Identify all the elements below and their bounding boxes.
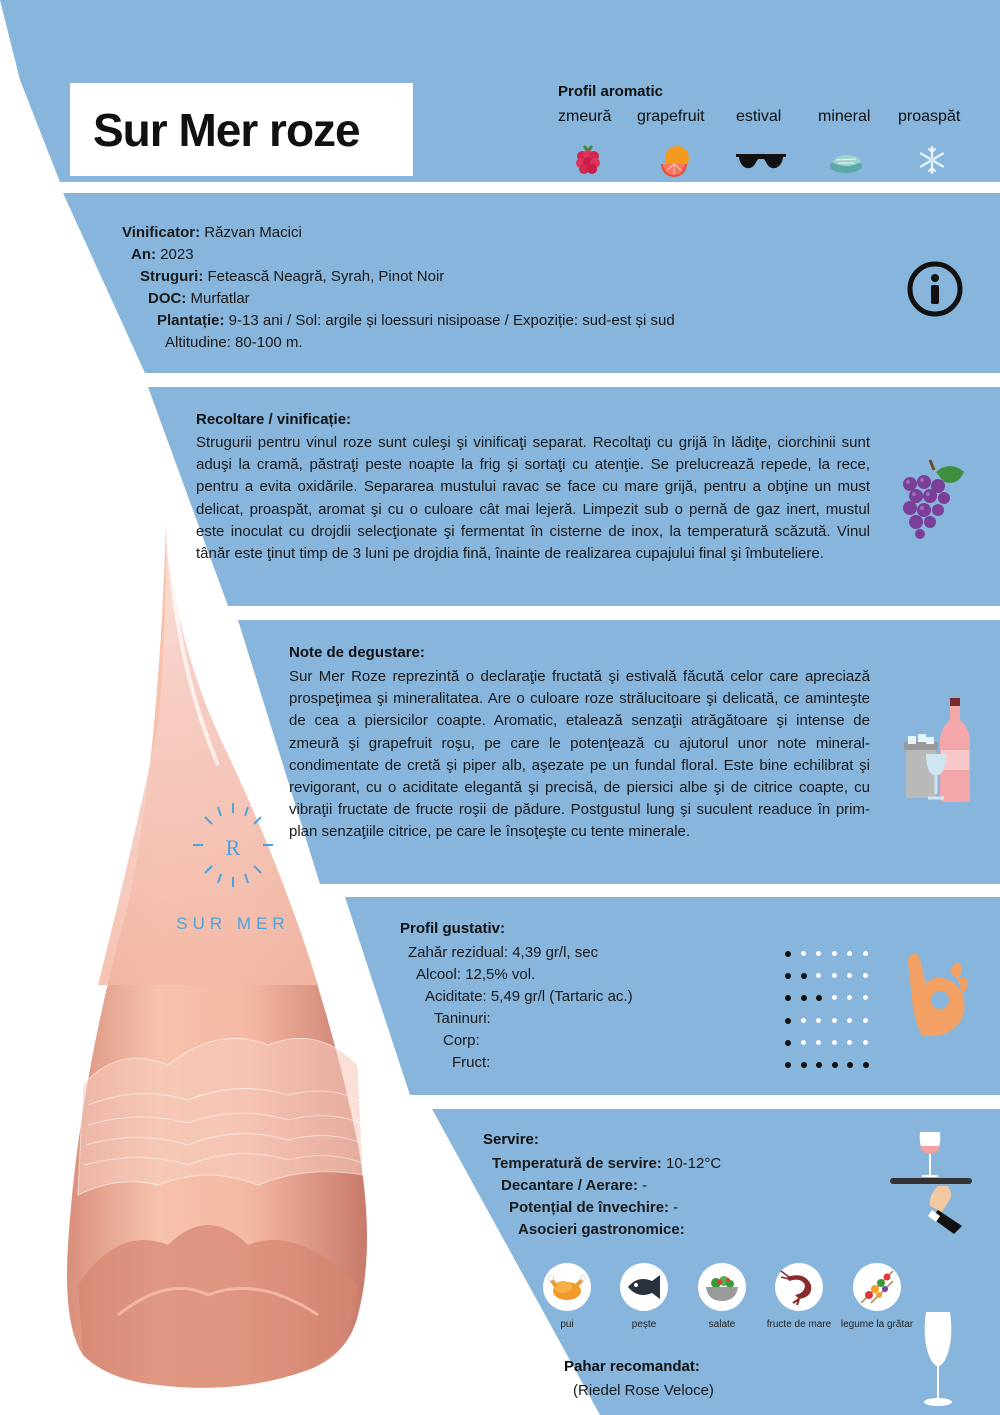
taste-row-alcohol: Alcool: 12,5% vol. [416, 966, 536, 983]
food-label-legume: legume la grătar [840, 1319, 914, 1330]
rating-dot-empty [847, 973, 852, 978]
taste-row-body: Corp: [443, 1032, 480, 1049]
rating-dot-filled [785, 995, 791, 1001]
taste-row-fruit: Fruct: [452, 1054, 491, 1071]
bottle-brand: SUR MER [176, 914, 290, 933]
ok-hand-icon [900, 950, 972, 1040]
rating-dot-empty [847, 1040, 852, 1045]
rating-dot-filled [832, 1062, 838, 1068]
food-chicken [543, 1263, 591, 1311]
raspberry-icon [570, 142, 606, 178]
rating-dot-filled [785, 1040, 791, 1046]
serving-heading: Servire: [483, 1131, 539, 1148]
rating-dot-empty [863, 973, 868, 978]
rating-dots-row [785, 992, 875, 1004]
info-grapes: Struguri: Fetească Neagră, Syrah, Pinot Noir [140, 268, 445, 285]
food-grilled-vegetables [853, 1263, 901, 1311]
aroma-label-proaspat: proaspăt [898, 108, 961, 125]
info-doc: DOC: Murfatlar [148, 290, 250, 307]
sunglasses-icon [734, 142, 788, 178]
info-plantation: Plantație: 9-13 ani / Sol: argile și loessuri nisipoase / Expoziție: sud-est și sud [157, 312, 675, 329]
taste-row-acidity: Aciditate: 5,49 gr/l (Tartaric ac.) [425, 988, 633, 1005]
rating-dot-filled [801, 973, 807, 979]
info-winemaker: Vinificator: Răzvan Macici [122, 224, 302, 241]
rating-dot-empty [847, 1018, 852, 1023]
harvest-text: Strugurii pentru vinul roze sunt culeşi şi vinificaţi separat. Recoltaţi cu grijă în lădiţe, ciorchinii sunt aduşi la cramă, păstraţi peste noapte la frig şi sortaţi cu atenţie. Se prelucrează repede, la rece, pentru a evita oxidările. Separarea mustului ravac se face cu mare grijă, pentru a obţine un must delicat, proaspăt, aromat şi cu o culoare cât mai lejeră. Limpezit sub o pernă de gaz inert, mustul este inoculat cu drojdii selecţionate şi fermentat în cisterne de inox, la temperatură scăzută. Vinul tânăr este ţinut timp de 3 luni pe drojdia fină, înainte de realizarea cupajului final şi îmbuteliere. [196, 434, 870, 563]
rating-dot-filled [785, 1062, 791, 1068]
taste-profile-heading: Profil gustativ: [400, 920, 506, 937]
bottle-logo-letter: R [225, 835, 241, 860]
food-fish [620, 1263, 668, 1311]
rating-dot-empty [847, 995, 852, 1000]
rating-dot-empty [832, 1040, 837, 1045]
snowflake-icon [914, 142, 950, 178]
taste-row-tannins: Taninuri: [434, 1010, 491, 1027]
food-seafood [775, 1263, 823, 1311]
rating-dot-filled [785, 973, 791, 979]
food-label-fructe-de-mare: fructe de mare [766, 1319, 832, 1330]
glass-heading: Pahar recomandat: [564, 1358, 700, 1375]
rating-dot-empty [801, 1040, 806, 1045]
info-year: An: 2023 [131, 246, 194, 263]
aroma-label-grapefruit: grapefruit [637, 108, 705, 125]
rating-dot-empty [816, 973, 821, 978]
glass-recommendation: (Riedel Rose Veloce) [573, 1382, 714, 1399]
taste-row-sugar: Zahăr rezidual: 4,39 gr/l, sec [408, 944, 599, 961]
food-label-pui: pui [560, 1319, 574, 1330]
grapes-icon [896, 458, 970, 540]
rating-dot-filled [863, 1062, 869, 1068]
info-altitude: Altitudine: 80-100 m. [165, 334, 303, 351]
shrimp-icon [775, 1263, 823, 1311]
rating-dot-empty [863, 1040, 868, 1045]
rating-dot-empty [832, 1018, 837, 1023]
rating-dot-filled [816, 995, 822, 1001]
serving-aging: Potențial de învechire: - [509, 1199, 679, 1216]
rating-dot-empty [816, 951, 821, 956]
info-icon [906, 260, 964, 318]
stone-icon [828, 142, 864, 178]
waiter-tray-icon [888, 1130, 974, 1234]
serving-temperature: Temperatură de servire: 10-12°C [492, 1155, 722, 1172]
rating-dot-empty [801, 951, 806, 956]
salad-icon [698, 1263, 746, 1311]
tasting-heading: Note de degustare: [289, 644, 425, 661]
rating-dots-row [785, 1059, 875, 1071]
fish-icon [620, 1263, 668, 1311]
rating-dot-empty [816, 1040, 821, 1045]
rating-dots-row [785, 1037, 875, 1049]
rating-dots-row [785, 948, 875, 960]
rating-dot-empty [832, 951, 837, 956]
rating-dot-filled [816, 1062, 822, 1068]
aroma-label-zmeura: zmeură [558, 108, 612, 125]
wine-bottle-image [58, 525, 418, 1410]
food-label-salate: salate [708, 1319, 736, 1330]
wine-bucket-icon [902, 698, 974, 804]
rating-dot-filled [847, 1062, 853, 1068]
rating-dot-empty [847, 951, 852, 956]
rating-dot-empty [863, 951, 868, 956]
wine-glass-icon [918, 1310, 958, 1410]
harvest-heading: Recoltare / vinificație: [196, 411, 352, 428]
food-label-peste: pește [631, 1319, 657, 1330]
serving-decant: Decantare / Aerare: - [501, 1177, 648, 1194]
rating-dot-filled [801, 1062, 807, 1068]
aroma-label-estival: estival [736, 108, 782, 125]
aroma-heading: Profil aromatic [558, 83, 664, 100]
chicken-icon [543, 1263, 591, 1311]
rating-dots-row [785, 1015, 875, 1027]
rating-dot-filled [785, 1018, 791, 1024]
rating-dot-empty [801, 1018, 806, 1023]
aroma-label-mineral: mineral [818, 108, 871, 125]
rating-dot-empty [863, 995, 868, 1000]
rating-dot-empty [816, 1018, 821, 1023]
rating-dot-filled [801, 995, 807, 1001]
rating-dot-empty [832, 973, 837, 978]
rating-dot-filled [785, 951, 791, 957]
grapefruit-icon [657, 142, 693, 178]
food-salad [698, 1263, 746, 1311]
tasting-text: Sur Mer Roze reprezintă o declaraţie fructată şi estivală făcută celor care apreciază prospeţimea şi mineralitatea. Are o culoare roze strălucitoare şi delicată, ce aminteşte de cea a piersicilor coapte. Aromatic, etalează senzaţii atrăgătoare şi intense de zmeură şi grapefruit roşu, pe care le potenţează cu ajutorul unor note mineral-condimentate de cretă şi piper alb, aşezate pe un fundal floral. Este bine echilibrat şi revigorant, cu o aciditate elegantă şi precisă, de piersici albe şi de citrice coapte, cu vibraţii fructate de fructe roşii de pădure. Postgustul lung şi suculent readuce în prim-plan senzaţiile citrice, pe care le însoţeşte cu tente minerale. [289, 668, 870, 841]
rating-dot-empty [832, 995, 837, 1000]
serving-pairing: Asocieri gastronomice: [518, 1221, 685, 1238]
rating-dots-row [785, 970, 875, 982]
skewer-icon [853, 1263, 901, 1311]
rating-dot-empty [863, 1018, 868, 1023]
page-title: Sur Mer roze [93, 104, 360, 156]
